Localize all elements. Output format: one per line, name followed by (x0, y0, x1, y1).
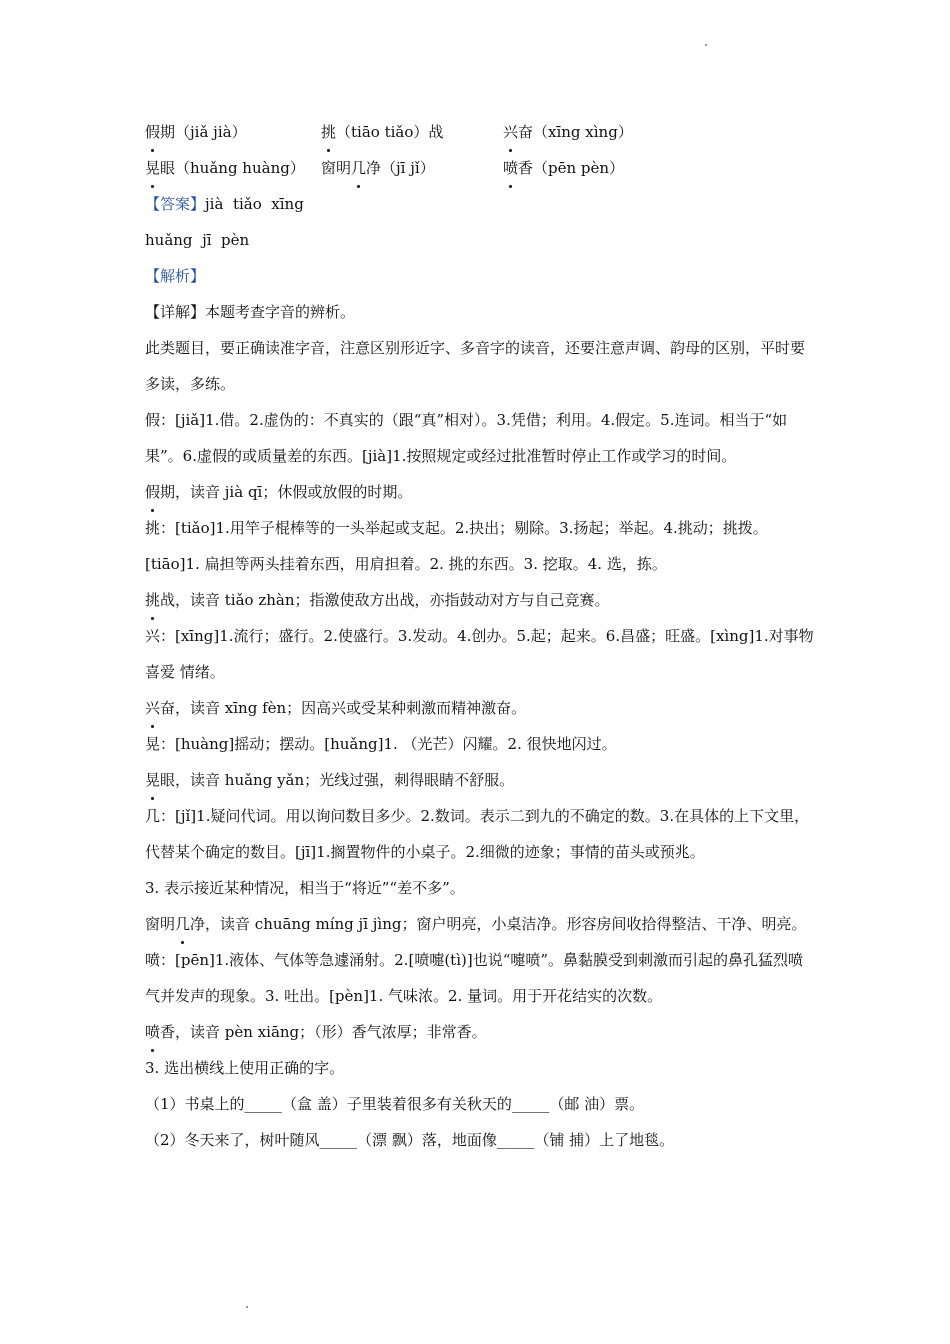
pinyin-text: 奋（xīng xìng） (518, 123, 633, 141)
dotted-char: 几 (175, 906, 190, 942)
dotted-char: 挑 (145, 582, 160, 618)
entry-text: 香，读音 pèn xiāng；（形）香气浓厚；非常香。 (160, 1023, 487, 1041)
entry-line (145, 1014, 815, 1050)
dotted-char: 挑 (321, 114, 336, 150)
entry-prefix: 窗明 (145, 915, 176, 933)
dotted-char: 兴 (145, 690, 160, 726)
document-body (145, 114, 815, 1158)
pinyin-row-1 (145, 114, 815, 150)
question-item: （1）书桌上的_____（盒 盖）子里装着很多有关秋天的_____（邮 油）票。 (145, 1095, 645, 1113)
dotted-char: 假 (145, 474, 160, 510)
entry-text: 眼，读音 huǎng yǎn；光线过强，刺得眼睛不舒服。 (160, 771, 515, 789)
entry-line: [tiāo]1. 扁担等两头挂着东西，用肩担着。2. 挑的东西。3. 挖取。4. 选，拣。 (145, 555, 667, 573)
dotted-char: 晃 (145, 150, 160, 186)
answer-text: jià tiǎo xīng (205, 195, 304, 213)
paragraph: 此类题目，要正确读准字音，注意区别形近字、多音字的读音，还要注意声调、韵母的区别，平时要多读，多练。 (145, 339, 806, 393)
answer-line-2 (145, 222, 815, 258)
analysis-tag: 【解析】 (145, 267, 206, 285)
detail-tag: 【详解】 (145, 303, 206, 321)
entry-text: 战，读音 tiǎo zhàn；指激使敌方出战，亦指鼓动对方与自己竞赛。 (160, 591, 610, 609)
pinyin-text: （tiāo tiǎo）战 (336, 123, 444, 141)
entry-line (145, 582, 815, 618)
entry-line (145, 762, 815, 798)
entry-line (145, 474, 815, 510)
bottom-mark (246, 1306, 248, 1308)
dotted-char: 几 (351, 150, 366, 186)
entry-line: 兴：[xīng]1.流行；盛行。2.使盛行。3.发动。4.创办。5.起；起来。6.昌盛；旺盛。[xìng]1.对事物喜爱 情绪。 (145, 627, 814, 681)
pinyin-item (321, 150, 503, 186)
dotted-char: 喷 (145, 1014, 160, 1050)
entry-line: 晃：[huàng]摇动；摆动。[huǎng]1. （光芒）闪耀。2. 很快地闪过。 (145, 735, 617, 753)
pinyin-item (503, 150, 624, 186)
pinyin-text: 香（pēn pèn） (518, 159, 625, 177)
entry-line (145, 906, 815, 942)
pinyin-text: 净（jī jǐ） (366, 159, 435, 177)
dotted-char: 晃 (145, 762, 160, 798)
answer-line-1 (145, 186, 815, 222)
question-title: 3. 选出横线上使用正确的字。 (145, 1059, 345, 1077)
pinyin-item (503, 114, 633, 150)
entry-text: 奋，读音 xīng fèn；因高兴或受某种刺激而精神激奋。 (160, 699, 527, 717)
entry-text: 期，读音 jià qī；休假或放假的时期。 (160, 483, 413, 501)
dotted-char: 兴 (503, 114, 518, 150)
pinyin-prefix: 窗明 (321, 159, 352, 177)
entry-line: 几：[jǐ]1.疑问代词。用以询问数目多少。2.数词。表示二到九的不确定的数。3.在具体的上下文里，代替某个确定的数目。[jī]1.搁置物件的小桌子。2.细微的迹象；事情的苗头或预兆。 (145, 807, 810, 861)
detail-text: 本题考查字音的辨析。 (205, 303, 356, 321)
analysis-heading (145, 258, 815, 294)
pinyin-text: 期（jiǎ jià） (160, 123, 247, 141)
entry-line: 挑：[tiǎo]1.用竿子棍棒等的一头举起或支起。2.抉出；剔除。3.扬起；举起。4.挑动；挑拨。 (145, 519, 768, 537)
pinyin-row-2 (145, 150, 815, 186)
paragraph: 假：[jiǎ]1.借。2.虚伪的：不真实的（跟“真”相对）。3.凭借；利用。4.假定。5.连词。相当于“如果”。6.虚假的或质量差的东西。[jià]1.按照规定或经过批准暂时停止工作或学习的时间。 (145, 411, 788, 465)
question-item: （2）冬天来了，树叶随风_____（漂 飘）落，地面像_____（铺 捕）上了地毯。 (145, 1131, 675, 1149)
answer-tag: 【答案】 (145, 195, 206, 213)
entry-line: 3. 表示接近某种情况，相当于“将近”“差不多”。 (145, 879, 465, 897)
top-mark (705, 44, 707, 46)
dotted-char: 假 (145, 114, 160, 150)
entry-text: 净，读音 chuāng míng jī jìng；窗户明亮，小桌洁净。形容房间收拾得整洁、干净、明亮。 (190, 915, 807, 933)
pinyin-item (145, 150, 321, 186)
pinyin-item (321, 114, 503, 150)
detail-line (145, 294, 815, 330)
dotted-char: 喷 (503, 150, 518, 186)
entry-line (145, 690, 815, 726)
pinyin-text: 眼（huǎng huàng） (160, 159, 305, 177)
entry-line: 喷：[pēn]1.液体、气体等急遽涌射。2.[喷嚏(tì)]也说“嚏喷”。鼻黏膜受到刺激而引起的鼻孔猛烈喷气并发声的现象。3. 吐出。[pèn]1. 气味浓。2. 量词。用于开花结实的次数。 (145, 951, 804, 1005)
pinyin-item (145, 114, 321, 150)
answer-text-2: huǎng jī pèn (145, 231, 250, 249)
